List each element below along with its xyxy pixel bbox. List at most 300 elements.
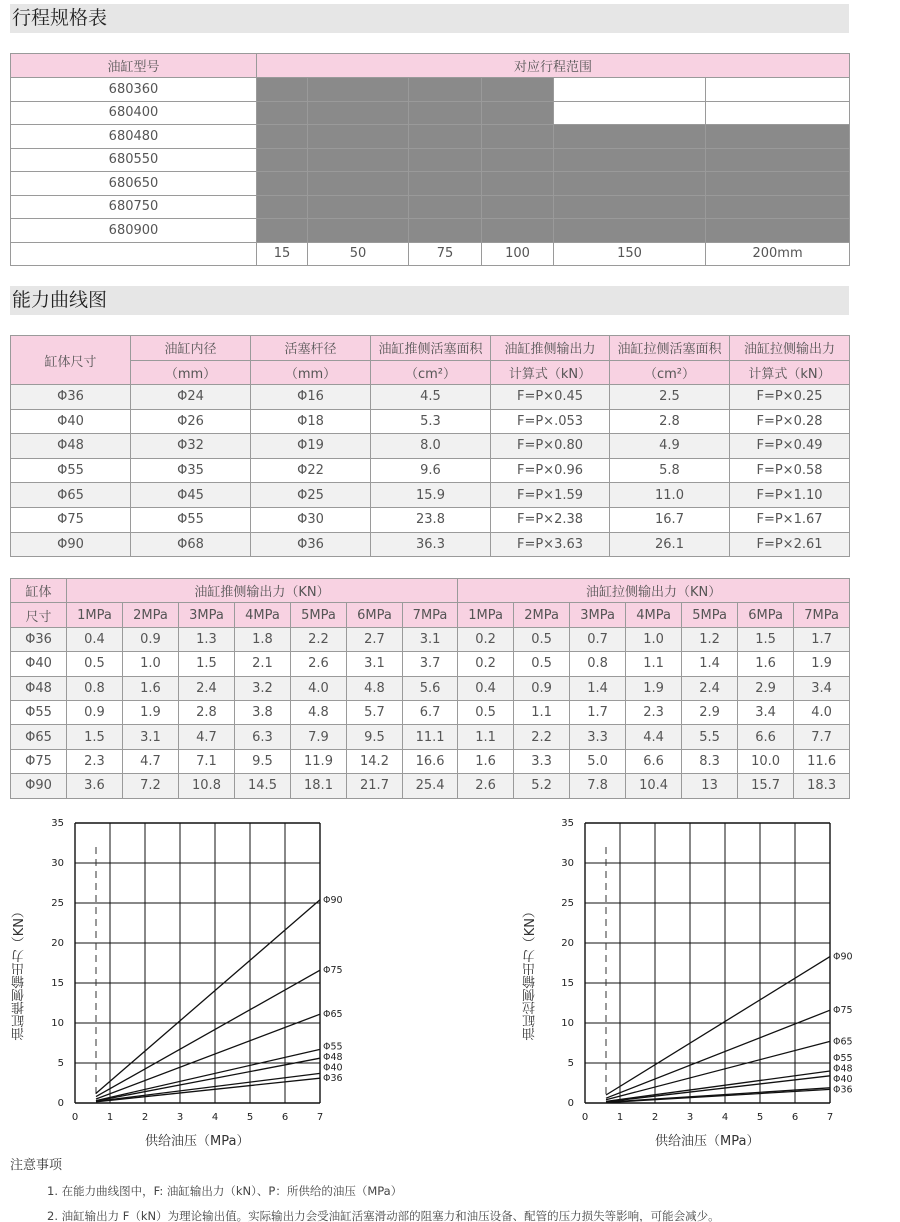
pull-force-cell: 0.9 — [514, 676, 570, 700]
push-force-cell: 4.7 — [123, 749, 179, 773]
capability-cell: 26.1 — [610, 532, 730, 557]
stroke-available-cell — [554, 219, 706, 243]
cap-header-pull-area: 油缸拉侧活塞面积 — [610, 336, 730, 361]
push-force-cell: 5.6 — [403, 676, 458, 700]
force-header-pull: 油缸拉侧输出力（KN） — [458, 579, 850, 603]
x-tick-label: 6 — [281, 1112, 289, 1123]
pull-force-cell: 4.4 — [626, 725, 682, 749]
stroke-header-range: 对应行程范围 — [257, 54, 850, 78]
pull-force-cell: 4.0 — [794, 700, 850, 724]
pull-pressure-header: 7MPa — [794, 603, 850, 627]
series-label: Φ36 — [323, 1073, 343, 1085]
y-tick-label: 20 — [51, 938, 64, 949]
push-pressure-header: 7MPa — [403, 603, 458, 627]
capability-cell: Φ40 — [11, 409, 131, 434]
push-force-cell: 3.2 — [235, 676, 291, 700]
push-force-cell: 7.2 — [123, 774, 179, 798]
capability-cell: Φ65 — [11, 483, 131, 508]
pull-force-cell: 13 — [682, 774, 738, 798]
force-size-cell: Φ75 — [11, 749, 67, 773]
force-header-size-top: 缸体 — [11, 579, 67, 603]
pull-force-cell: 18.3 — [794, 774, 850, 798]
capability-cell: Φ55 — [131, 507, 251, 532]
capability-cell: Φ30 — [251, 507, 371, 532]
push-pressure-header: 6MPa — [347, 603, 403, 627]
capability-cell: Φ90 — [11, 532, 131, 557]
push-force-cell: 11.1 — [403, 725, 458, 749]
y-tick-label: 15 — [561, 978, 574, 989]
push-force-cell: 14.5 — [235, 774, 291, 798]
force-header-push: 油缸推侧输出力（KN） — [67, 579, 458, 603]
note-item: 2. 油缸输出力 F（kN）为理论输出值。实际输出力会受油缸活塞滑动部的阻塞力和油压设备、配管的压力损失等影响，可能会减少。 — [47, 1209, 720, 1222]
stroke-available-cell — [706, 125, 850, 149]
x-tick-label: 2 — [141, 1112, 149, 1123]
force-size-cell: Φ55 — [11, 700, 67, 724]
capability-row — [11, 507, 850, 532]
push-force-cell: 3.8 — [235, 700, 291, 724]
stroke-row — [11, 148, 850, 172]
pull-pressure-header: 2MPa — [514, 603, 570, 627]
x-tick-label: 5 — [246, 1112, 254, 1123]
push-pressure-header: 4MPa — [235, 603, 291, 627]
series-label: Φ40 — [323, 1062, 343, 1074]
push-force-cell: 4.7 — [179, 725, 235, 749]
pull-force-cell: 1.6 — [738, 652, 794, 676]
cap-header-bore-unit: （mm） — [131, 360, 251, 385]
series-line — [606, 1076, 830, 1102]
series-line — [606, 957, 830, 1095]
stroke-available-cell — [482, 195, 554, 219]
force-size-cell: Φ40 — [11, 652, 67, 676]
pull-force-cell: 7.7 — [794, 725, 850, 749]
cap-header-pull-formula-unit: 计算式（kN） — [730, 360, 850, 385]
push-force-cell: 1.8 — [235, 627, 291, 651]
pull-force-cell: 7.8 — [570, 774, 626, 798]
cap-header-rod: 活塞杆径 — [251, 336, 371, 361]
pull-force-cell: 1.4 — [682, 652, 738, 676]
model-cell: 680550 — [11, 148, 257, 172]
capability-cell: Φ22 — [251, 458, 371, 483]
stroke-available-cell — [308, 172, 409, 196]
capability-cell: 8.0 — [371, 434, 491, 459]
series-label: Φ40 — [833, 1073, 853, 1085]
force-row — [11, 700, 850, 724]
model-cell: 680900 — [11, 219, 257, 243]
capability-cell: 9.6 — [371, 458, 491, 483]
pull-force-cell: 1.9 — [794, 652, 850, 676]
pull-force-cell: 3.3 — [514, 749, 570, 773]
pull-force-cell: 2.6 — [458, 774, 514, 798]
pull-force-cell: 10.4 — [626, 774, 682, 798]
x-tick-label: 3 — [176, 1112, 184, 1123]
stroke-table — [10, 53, 850, 266]
push-force-cell: 6.3 — [235, 725, 291, 749]
capability-row — [11, 532, 850, 557]
pull-force-cell: 2.4 — [682, 676, 738, 700]
cap-header-pull-area-unit: （cm²） — [610, 360, 730, 385]
model-cell: 680400 — [11, 101, 257, 125]
push-force-cell: 25.4 — [403, 774, 458, 798]
stroke-available-cell — [308, 101, 409, 125]
capability-cell: Φ45 — [131, 483, 251, 508]
pull-force-cell: 0.5 — [514, 652, 570, 676]
pull-force-cell: 3.4 — [794, 676, 850, 700]
pull-force-cell: 1.1 — [626, 652, 682, 676]
series-label: Φ55 — [833, 1052, 853, 1064]
stroke-row — [11, 125, 850, 149]
y-tick-label: 25 — [51, 898, 64, 909]
capability-row — [11, 434, 850, 459]
capability-cell: F=P×3.63 — [491, 532, 610, 557]
push-chart-xlabel: 供给油压（MPa） — [145, 1134, 250, 1149]
pull-force-cell: 2.9 — [682, 700, 738, 724]
stroke-section-title: 行程规格表 — [10, 4, 849, 33]
push-force-cell: 1.5 — [67, 725, 123, 749]
capability-cell: 4.9 — [610, 434, 730, 459]
stroke-available-cell — [706, 195, 850, 219]
capability-table — [10, 335, 850, 557]
capability-cell: 2.8 — [610, 409, 730, 434]
capability-cell: 4.5 — [371, 385, 491, 410]
capability-cell: F=P×1.67 — [730, 507, 850, 532]
capability-cell: Φ16 — [251, 385, 371, 410]
stroke-value-cell: 75 — [409, 242, 482, 266]
y-tick-label: 5 — [567, 1058, 574, 1069]
pull-pressure-header: 3MPa — [570, 603, 626, 627]
pull-force-cell: 1.1 — [458, 725, 514, 749]
stroke-value-cell: 200mm — [706, 242, 850, 266]
capability-cell: 15.9 — [371, 483, 491, 508]
pull-force-cell: 5.0 — [570, 749, 626, 773]
stroke-available-cell — [257, 78, 308, 102]
push-force-cell: 3.1 — [403, 627, 458, 651]
stroke-scale-row — [11, 242, 850, 266]
push-force-cell: 2.8 — [179, 700, 235, 724]
series-label: Φ90 — [323, 894, 343, 906]
pull-pressure-header: 6MPa — [738, 603, 794, 627]
push-pressure-header: 3MPa — [179, 603, 235, 627]
stroke-available-cell — [706, 219, 850, 243]
capability-row — [11, 409, 850, 434]
note-item: 1. 在能力曲线图中，F: 油缸输出力（kN）、P：所供给的油压（MPa） — [47, 1184, 403, 1198]
pull-force-cell: 2.3 — [626, 700, 682, 724]
pull-pressure-header: 1MPa — [458, 603, 514, 627]
push-force-cell: 1.0 — [123, 652, 179, 676]
stroke-available-cell — [308, 219, 409, 243]
push-force-cell: 14.2 — [347, 749, 403, 773]
series-label: Φ75 — [323, 965, 343, 977]
x-tick-label: 0 — [581, 1112, 589, 1123]
y-tick-label: 5 — [57, 1058, 64, 1069]
pull-force-cell: 8.3 — [682, 749, 738, 773]
stroke-available-cell — [482, 219, 554, 243]
capability-cell: F=P×0.28 — [730, 409, 850, 434]
y-tick-label: 30 — [561, 858, 574, 869]
pull-force-cell: 0.2 — [458, 652, 514, 676]
stroke-available-cell — [308, 78, 409, 102]
pull-force-cell: 5.2 — [514, 774, 570, 798]
capability-cell: Φ18 — [251, 409, 371, 434]
force-size-cell: Φ65 — [11, 725, 67, 749]
force-table — [10, 578, 850, 799]
force-row — [11, 725, 850, 749]
stroke-row — [11, 219, 850, 243]
stroke-header-model: 油缸型号 — [11, 54, 257, 78]
push-force-cell: 2.2 — [291, 627, 347, 651]
stroke-empty-cell — [554, 78, 706, 102]
series-label: Φ55 — [323, 1041, 343, 1053]
capability-cell: 16.7 — [610, 507, 730, 532]
stroke-available-cell — [409, 148, 482, 172]
pull-force-cell: 1.0 — [626, 627, 682, 651]
capability-cell: F=P×0.49 — [730, 434, 850, 459]
stroke-available-cell — [257, 219, 308, 243]
push-force-cell: 11.9 — [291, 749, 347, 773]
cap-header-push-formula: 油缸推侧输出力 — [491, 336, 610, 361]
stroke-empty-cell — [706, 78, 850, 102]
capability-cell: Φ26 — [131, 409, 251, 434]
stroke-value-cell: 50 — [308, 242, 409, 266]
pull-force-cell: 10.0 — [738, 749, 794, 773]
cap-header-bore: 油缸内径 — [131, 336, 251, 361]
capability-cell: Φ75 — [11, 507, 131, 532]
capability-row — [11, 385, 850, 410]
push-force-cell: 16.6 — [403, 749, 458, 773]
stroke-row — [11, 78, 850, 102]
force-row — [11, 652, 850, 676]
capability-cell: F=P×0.58 — [730, 458, 850, 483]
stroke-available-cell — [257, 195, 308, 219]
stroke-available-cell — [308, 125, 409, 149]
stroke-available-cell — [257, 148, 308, 172]
stroke-available-cell — [257, 125, 308, 149]
pull-force-cell: 2.2 — [514, 725, 570, 749]
stroke-available-cell — [409, 78, 482, 102]
pull-force-cell: 1.1 — [514, 700, 570, 724]
pull-force-cell: 3.3 — [570, 725, 626, 749]
force-row — [11, 676, 850, 700]
push-force-cell: 9.5 — [347, 725, 403, 749]
stroke-available-cell — [554, 195, 706, 219]
stroke-available-cell — [482, 125, 554, 149]
pull-force-cell: 0.7 — [570, 627, 626, 651]
push-force-cell: 1.9 — [123, 700, 179, 724]
series-line — [606, 1071, 830, 1101]
push-force-cell: 0.9 — [67, 700, 123, 724]
capability-cell: Φ19 — [251, 434, 371, 459]
pull-pressure-header: 4MPa — [626, 603, 682, 627]
push-force-cell: 6.7 — [403, 700, 458, 724]
push-force-cell: 0.5 — [67, 652, 123, 676]
cap-header-push-area: 油缸推侧活塞面积 — [371, 336, 491, 361]
model-cell: 680480 — [11, 125, 257, 149]
pull-force-cell: 1.6 — [458, 749, 514, 773]
push-force-cell: 2.4 — [179, 676, 235, 700]
push-force-cell: 21.7 — [347, 774, 403, 798]
pull-force-cell: 1.2 — [682, 627, 738, 651]
stroke-available-cell — [482, 101, 554, 125]
pull-force-cell: 0.2 — [458, 627, 514, 651]
capability-cell: F=P×1.59 — [491, 483, 610, 508]
x-tick-label: 0 — [71, 1112, 79, 1123]
push-force-cell: 1.5 — [179, 652, 235, 676]
pull-chart-xlabel: 供给油压（MPa） — [655, 1134, 760, 1149]
push-force-cell: 1.6 — [123, 676, 179, 700]
pull-force-cell: 2.9 — [738, 676, 794, 700]
pull-force-cell: 1.4 — [570, 676, 626, 700]
stroke-available-cell — [257, 172, 308, 196]
pull-pressure-header: 5MPa — [682, 603, 738, 627]
capability-cell: Φ24 — [131, 385, 251, 410]
push-chart-ylabel: 油缸推侧输出力（KN） — [12, 905, 27, 1041]
capability-cell: F=P×2.38 — [491, 507, 610, 532]
push-pressure-header: 5MPa — [291, 603, 347, 627]
capability-cell: Φ48 — [11, 434, 131, 459]
capability-cell: Φ68 — [131, 532, 251, 557]
capability-cell: Φ35 — [131, 458, 251, 483]
stroke-available-cell — [706, 148, 850, 172]
series-label: Φ65 — [323, 1009, 343, 1021]
stroke-scale-blank — [11, 242, 257, 266]
pull-force-cell: 1.9 — [626, 676, 682, 700]
cap-header-push-area-unit: （cm²） — [371, 360, 491, 385]
capability-cell: F=P×0.45 — [491, 385, 610, 410]
push-force-cell: 3.6 — [67, 774, 123, 798]
notes-title: 注意事项 — [10, 1158, 63, 1173]
stroke-available-cell — [409, 172, 482, 196]
stroke-available-cell — [409, 101, 482, 125]
stroke-available-cell — [409, 125, 482, 149]
force-size-cell: Φ90 — [11, 774, 67, 798]
push-force-cell: 2.1 — [235, 652, 291, 676]
push-force-cell: 2.7 — [347, 627, 403, 651]
push-pressure-header: 1MPa — [67, 603, 123, 627]
y-tick-label: 0 — [567, 1098, 574, 1109]
push-force-cell: 7.9 — [291, 725, 347, 749]
y-tick-label: 15 — [51, 978, 64, 989]
pull-force-cell: 1.5 — [738, 627, 794, 651]
push-force-cell: 2.3 — [67, 749, 123, 773]
model-cell: 680750 — [11, 195, 257, 219]
y-tick-label: 10 — [561, 1018, 574, 1029]
pull-force-cell: 15.7 — [738, 774, 794, 798]
notes-section — [10, 1154, 870, 1222]
capability-cell: Φ36 — [11, 385, 131, 410]
series-label: Φ36 — [833, 1084, 853, 1096]
capability-cell: 2.5 — [610, 385, 730, 410]
push-force-cell: 3.7 — [403, 652, 458, 676]
stroke-row — [11, 172, 850, 196]
force-row — [11, 749, 850, 773]
stroke-available-cell — [257, 101, 308, 125]
stroke-available-cell — [409, 219, 482, 243]
stroke-empty-cell — [554, 101, 706, 125]
pull-force-cell: 0.5 — [514, 627, 570, 651]
stroke-available-cell — [409, 195, 482, 219]
pull-force-cell: 0.5 — [458, 700, 514, 724]
pull-force-cell: 1.7 — [570, 700, 626, 724]
series-label: Φ90 — [833, 951, 853, 963]
x-tick-label: 1 — [106, 1112, 114, 1123]
series-label: Φ75 — [833, 1005, 853, 1017]
x-tick-label: 1 — [616, 1112, 624, 1123]
push-force-cell: 2.6 — [291, 652, 347, 676]
stroke-available-cell — [482, 172, 554, 196]
capability-row — [11, 483, 850, 508]
push-pressure-header: 2MPa — [123, 603, 179, 627]
model-cell: 680650 — [11, 172, 257, 196]
capability-row — [11, 458, 850, 483]
pull-force-cell: 0.4 — [458, 676, 514, 700]
push-force-cell: 0.4 — [67, 627, 123, 651]
push-force-cell: 4.0 — [291, 676, 347, 700]
capability-cell: Φ36 — [251, 532, 371, 557]
pull-force-cell: 0.8 — [570, 652, 626, 676]
series-label: Φ48 — [833, 1063, 853, 1075]
x-tick-label: 5 — [756, 1112, 764, 1123]
push-force-cell: 4.8 — [347, 676, 403, 700]
x-tick-label: 7 — [316, 1112, 324, 1123]
series-label: Φ48 — [323, 1052, 343, 1064]
cap-header-rod-unit: （mm） — [251, 360, 371, 385]
stroke-value-cell: 15 — [257, 242, 308, 266]
stroke-available-cell — [554, 125, 706, 149]
push-force-cell: 0.8 — [67, 676, 123, 700]
capability-cell: F=P×1.10 — [730, 483, 850, 508]
pull-force-chart — [550, 815, 880, 1130]
pull-force-cell: 6.6 — [626, 749, 682, 773]
capability-cell: Φ55 — [11, 458, 131, 483]
capability-cell: 36.3 — [371, 532, 491, 557]
capability-cell: F=P×.053 — [491, 409, 610, 434]
capability-cell: F=P×2.61 — [730, 532, 850, 557]
push-force-cell: 0.9 — [123, 627, 179, 651]
force-row — [11, 774, 850, 798]
y-tick-label: 30 — [51, 858, 64, 869]
capability-section-title: 能力曲线图 — [10, 286, 849, 315]
capability-cell: F=P×0.80 — [491, 434, 610, 459]
x-tick-label: 3 — [686, 1112, 694, 1123]
stroke-available-cell — [482, 78, 554, 102]
capability-cell: 11.0 — [610, 483, 730, 508]
push-force-cell: 5.7 — [347, 700, 403, 724]
push-force-cell: 9.5 — [235, 749, 291, 773]
cap-header-size: 缸体尺寸 — [11, 336, 131, 385]
push-force-cell: 3.1 — [347, 652, 403, 676]
stroke-available-cell — [554, 148, 706, 172]
y-tick-label: 25 — [561, 898, 574, 909]
pull-force-cell: 1.7 — [794, 627, 850, 651]
push-force-cell: 10.8 — [179, 774, 235, 798]
pull-force-cell: 11.6 — [794, 749, 850, 773]
stroke-available-cell — [308, 148, 409, 172]
y-tick-label: 0 — [57, 1098, 64, 1109]
capability-cell: 5.3 — [371, 409, 491, 434]
capability-cell: 23.8 — [371, 507, 491, 532]
push-force-cell: 18.1 — [291, 774, 347, 798]
push-force-cell: 1.3 — [179, 627, 235, 651]
x-tick-label: 6 — [791, 1112, 799, 1123]
model-cell: 680360 — [11, 78, 257, 102]
x-tick-label: 4 — [211, 1112, 219, 1123]
push-force-cell: 7.1 — [179, 749, 235, 773]
pull-force-cell: 5.5 — [682, 725, 738, 749]
stroke-empty-cell — [706, 101, 850, 125]
capability-cell: F=P×0.25 — [730, 385, 850, 410]
force-header-size-bottom: 尺寸 — [11, 603, 67, 627]
force-size-cell: Φ48 — [11, 676, 67, 700]
pull-force-cell: 6.6 — [738, 725, 794, 749]
